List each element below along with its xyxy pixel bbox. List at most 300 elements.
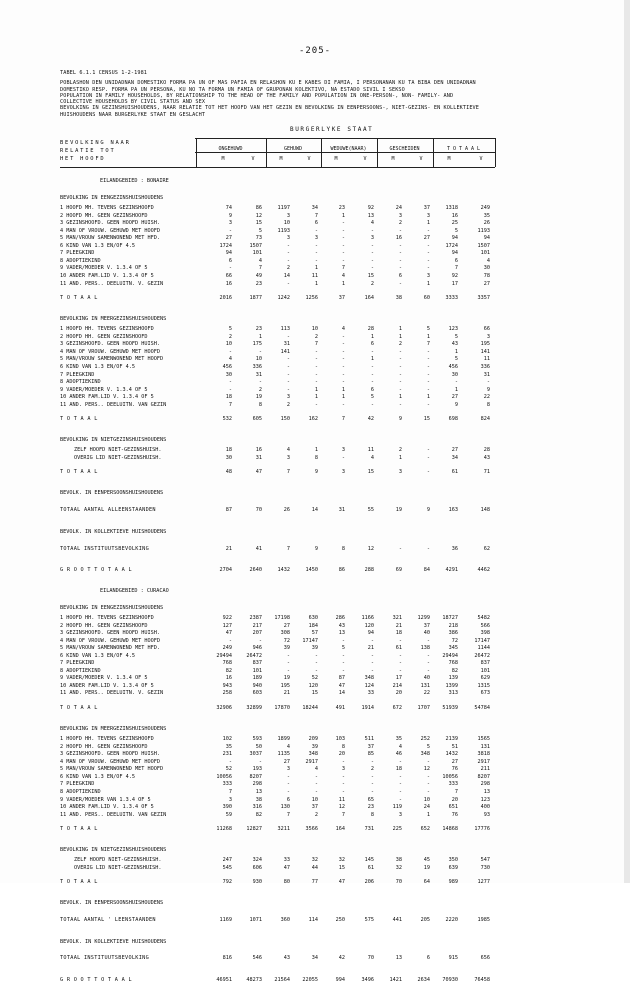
table-cell: 2917 (477, 758, 490, 765)
table-row (60, 243, 500, 251)
table-cell: 3 (341, 766, 345, 773)
row-label: BEVOLK. IN KOLLEKTIEVE HUISHOUDENS (60, 528, 167, 535)
table-cell: 13 (483, 789, 490, 795)
table-cell: 27 (451, 447, 458, 454)
page-edge-shadow (624, 0, 630, 883)
table-row (60, 205, 500, 213)
table-cell: 824 (480, 416, 490, 422)
table-cell: 94 (451, 235, 458, 242)
table-cell: 21 (395, 622, 402, 629)
table-cell: 38 (395, 857, 402, 864)
table-cell: 195 (280, 682, 290, 689)
table-cell: 218 (448, 622, 458, 629)
row-label: 3 GEZINSHOOFD. GEEN HOOFD HUISH. (60, 751, 160, 758)
row-label: 9 VADER/MOEDER V. 1.3.4 OF 5 (60, 386, 148, 393)
table-cell: - (398, 250, 402, 257)
table-row (60, 826, 500, 834)
table-cell: 1 (454, 386, 458, 393)
table-cell: 1 (398, 326, 402, 333)
column-divider (433, 138, 434, 167)
table-cell: 42 (338, 955, 345, 962)
table-cell: 195 (480, 341, 490, 348)
table-cell: 1144 (477, 645, 490, 652)
row-label: 10 ANDER FAM.LID V. 1.3.4 OF 5 (60, 682, 154, 689)
table-cell: - (314, 348, 318, 355)
table-cell: 43 (283, 955, 290, 962)
row-label: 10 ANDER FAM.LID V. 1.3.4 OF 5 (60, 394, 154, 401)
rule-line (60, 167, 495, 168)
table-cell: 1565 (477, 736, 490, 743)
table-row (60, 235, 500, 243)
table-cell: 66 (225, 272, 232, 279)
table-cell: 164 (335, 826, 345, 832)
table-cell: 19 (283, 675, 290, 682)
table-row (60, 455, 500, 463)
table-row (60, 250, 500, 258)
table-cell: 18 (395, 766, 402, 773)
row-label: 6 KIND VAN 1.3 EN/OF 4.5 (60, 363, 135, 370)
row-label: 4 MAN OF VROUW. GEHUWD MET HOOFD (60, 758, 160, 765)
table-cell: 37 (423, 205, 430, 211)
table-cell: 64 (423, 879, 430, 886)
table-cell: 27 (451, 758, 458, 765)
table-cell: 6 (370, 341, 374, 348)
table-cell: 76 (451, 766, 458, 773)
table-cell: - (286, 333, 290, 340)
table-row (60, 857, 500, 865)
table-cell: 605 (252, 416, 262, 422)
table-cell: - (228, 227, 232, 234)
table-cell: 730 (480, 864, 490, 871)
group-title: BURGERLYKE STAAT (290, 126, 374, 133)
table-cell: 308 (280, 630, 290, 636)
table-cell: 37 (367, 743, 374, 750)
table-cell: 71 (483, 469, 490, 476)
table-cell: 7 (286, 545, 290, 552)
table-cell: - (426, 227, 430, 234)
table-cell: 672 (392, 704, 402, 711)
table-cell: - (341, 363, 345, 370)
table-cell: 288 (364, 566, 374, 573)
table-cell: - (398, 227, 402, 234)
table-cell: 4 (286, 447, 290, 454)
table-cell: 47 (283, 864, 290, 871)
table-cell: 101 (480, 667, 490, 674)
table-row (60, 469, 500, 477)
table-cell: - (228, 265, 232, 272)
table-cell: 946 (252, 645, 262, 652)
table-cell: 23 (255, 326, 262, 333)
table-cell: 18244 (302, 704, 318, 711)
table-cell: 61 (451, 469, 458, 476)
table-cell: 390 (222, 804, 232, 811)
row-label: 5 MAN/VROUW SAMENWONEND MET HOOFD (60, 766, 164, 773)
table-cell: 673 (480, 690, 490, 697)
table-cell: - (341, 333, 345, 340)
table-cell: - (286, 386, 290, 393)
table-cell: 101 (252, 250, 262, 257)
table-cell: 39 (311, 645, 318, 652)
table-cell: - (398, 348, 402, 355)
table-cell: 32 (338, 857, 345, 864)
row-label: TOTAAL AANTAL ' LEENSTAANDEN (60, 917, 156, 924)
table-cell: 87 (338, 675, 345, 682)
table-cell: 130 (280, 804, 290, 811)
table-cell: - (314, 781, 318, 788)
table-cell: 1877 (249, 294, 262, 301)
table-cell: 9 (398, 416, 402, 422)
table-cell: 1432 (277, 566, 290, 573)
table-cell: - (426, 371, 430, 378)
table-cell: 547 (480, 857, 490, 864)
table-cell: - (398, 773, 402, 780)
table-cell: 1256 (305, 294, 318, 301)
group-header: ONGEHUWD (218, 146, 243, 152)
table-cell: 1277 (477, 879, 490, 886)
table-cell: 698 (448, 416, 458, 422)
table-cell: 3 (341, 447, 345, 454)
table-row (60, 865, 500, 873)
table-cell: 40 (423, 630, 430, 636)
table-cell: 3 (426, 272, 430, 279)
table-cell: - (370, 227, 374, 234)
table-cell: 8 (258, 401, 262, 408)
table-cell: - (286, 652, 290, 659)
table-cell: - (286, 379, 290, 385)
table-cell: 38 (395, 294, 402, 301)
table-cell: - (258, 758, 262, 765)
table-cell: 42 (367, 416, 374, 422)
table-row (60, 744, 500, 752)
table-cell: 25 (451, 220, 458, 227)
table-cell: 3 (228, 220, 232, 227)
row-label: 8 ADOPTIEKIND (60, 257, 101, 264)
table-cell: 252 (420, 736, 430, 743)
table-cell: 14 (311, 507, 318, 514)
row-label: 7 PLEEGKIND (60, 660, 95, 667)
table-cell: 36 (451, 545, 458, 552)
row-label: 1 HOOFD HH. TEVENS GEZINSHOOFD (60, 326, 154, 333)
row-label: 1 HOOFD HH. TEVENS GEZINSHOOFD (60, 736, 154, 743)
table-row (60, 955, 500, 963)
table-cell: 94 (483, 235, 490, 242)
table-cell: - (341, 356, 345, 363)
table-cell: 55 (367, 507, 374, 514)
table-cell: 249 (480, 205, 490, 211)
table-cell: 37 (338, 294, 345, 301)
table-cell: 18 (225, 394, 232, 401)
table-cell: 18 (395, 630, 402, 636)
left-label-2: RELATIE TOT (60, 148, 116, 154)
table-cell: 2640 (249, 566, 262, 573)
table-cell: 46951 (216, 976, 232, 983)
table-cell: 26472 (246, 652, 262, 659)
table-cell: 922 (222, 614, 232, 621)
table-cell: 398 (480, 630, 490, 636)
table-cell: - (286, 280, 290, 287)
table-cell: 593 (252, 736, 262, 743)
row-label: T O T A A L (60, 826, 98, 832)
table-cell: 989 (448, 879, 458, 886)
table-cell: - (426, 454, 430, 461)
table-cell: - (314, 401, 318, 408)
table-cell: - (286, 773, 290, 780)
table-cell: 532 (222, 416, 232, 422)
table-cell: 5 (341, 645, 345, 652)
table-cell: 184 (308, 622, 318, 629)
table-cell: 3 (286, 454, 290, 461)
table-cell: 175 (252, 341, 262, 348)
sex-header: V (479, 156, 483, 162)
table-cell: 566 (480, 622, 490, 629)
table-cell: 217 (252, 622, 262, 629)
table-cell: - (341, 235, 345, 242)
table-cell: - (314, 242, 318, 249)
table-cell: 11 (338, 796, 345, 803)
table-cell: 629 (480, 675, 490, 682)
table-cell: - (370, 637, 374, 644)
table-cell: 1 (341, 212, 345, 219)
table-cell: - (341, 348, 345, 355)
table-cell: 943 (222, 682, 232, 689)
table-row (60, 675, 500, 683)
table-cell: 31 (338, 507, 345, 514)
table-cell: 150 (280, 416, 290, 422)
table-cell: 17776 (474, 826, 490, 832)
table-cell: 3333 (445, 294, 458, 301)
table-cell: 400 (480, 804, 490, 811)
table-cell: 3818 (477, 751, 490, 758)
row-label: 10 ANDER FAM.LID V. 1.3.4 OF 5 (60, 272, 154, 279)
table-cell: 2 (286, 265, 290, 272)
table-row (60, 567, 500, 575)
table-cell: 10 (283, 220, 290, 227)
row-label: BEVOLKING IN MEERGEZINSHUISHOUDENS (60, 725, 167, 732)
table-cell: 8 (486, 401, 490, 408)
table-cell: 10 (311, 326, 318, 333)
table-cell: 316 (252, 804, 262, 811)
left-label-1: BEVOLKING NAAR (60, 140, 131, 146)
row-label: 1 HOOFD HH. TEVENS GEZINSHOOFD (60, 614, 154, 621)
table-cell: 60 (423, 294, 430, 301)
table-cell: 10 (423, 796, 430, 803)
table-cell: 164 (364, 294, 374, 301)
table-row (60, 356, 500, 364)
table-cell: 12 (367, 545, 374, 552)
table-cell: 630 (308, 614, 318, 621)
table-row (60, 588, 500, 596)
table-cell: 19 (395, 507, 402, 514)
table-cell: 51939 (442, 704, 458, 711)
table-cell: 205 (420, 917, 430, 924)
table-cell: - (398, 363, 402, 370)
table-cell: 19 (255, 394, 262, 401)
table-cell: - (370, 652, 374, 659)
table-cell: 1 (314, 394, 318, 401)
table-cell: 6 (454, 257, 458, 264)
table-cell: 86 (255, 205, 262, 211)
table-cell: 27 (283, 622, 290, 629)
table-cell: 336 (480, 363, 490, 370)
table-cell: 3 (341, 469, 345, 476)
table-cell: 214 (392, 682, 402, 689)
rule-line (195, 152, 495, 153)
table-cell: 82 (451, 667, 458, 674)
table-cell: - (286, 667, 290, 674)
row-label: BEVOLKING IN MEERGEZINSHUISHOUDENS (60, 316, 167, 322)
table-cell: - (341, 371, 345, 378)
row-label: TOTAAL INSTITUUTSBEVOLKING (60, 955, 150, 962)
table-cell: 10 (311, 796, 318, 803)
row-label: BEVOLK. IN EENPERSOONSHUISHOUDENS (60, 900, 164, 907)
table-cell: 94 (225, 250, 232, 257)
table-cell: - (286, 660, 290, 667)
table-row (60, 364, 500, 372)
table-cell: - (398, 781, 402, 788)
table-cell: 324 (252, 857, 262, 864)
row-label: 3 GEZINSHOOFD. GEEN HOOFD HUISH. (60, 220, 160, 227)
table-cell: 17198 (274, 614, 290, 621)
table-cell: - (426, 773, 430, 780)
table-cell: 3496 (361, 976, 374, 983)
table-cell: 10056 (442, 773, 458, 780)
row-label: T O T A A L (60, 294, 98, 301)
table-cell: 14 (338, 690, 345, 697)
table-cell: - (228, 637, 232, 644)
table-cell: 24 (395, 205, 402, 211)
table-cell: 5 (258, 227, 262, 234)
table-cell: 333 (222, 781, 232, 788)
table-cell: - (286, 789, 290, 795)
table-cell: 101 (252, 667, 262, 674)
table-cell: 15 (367, 272, 374, 279)
table-row (60, 847, 500, 855)
table-cell: 92 (367, 205, 374, 211)
row-label: BEVOLK. IN EENPERSOONSHUISHOUDENS (60, 490, 164, 497)
table-row (60, 977, 500, 984)
table-cell: 1 (341, 280, 345, 287)
table-cell: 348 (308, 751, 318, 758)
table-cell: 1197 (277, 205, 290, 211)
table-cell: 32906 (216, 704, 232, 711)
table-cell: - (398, 545, 402, 552)
table-cell: 2 (398, 341, 402, 348)
row-label: 6 KIND VAN 1.3 EN/OF 4.5 (60, 773, 135, 780)
table-cell: 12 (338, 804, 345, 811)
table-cell: 10056 (216, 773, 232, 780)
table-row (60, 759, 500, 767)
row-label: T O T A A L (60, 469, 98, 476)
row-label: G R O O T T O T A A L (60, 566, 132, 573)
table-cell: 32899 (246, 704, 262, 711)
table-cell: 2 (398, 220, 402, 227)
table-cell: 1315 (477, 682, 490, 689)
table-cell: 50 (255, 743, 262, 750)
table-cell: 1071 (249, 917, 262, 924)
table-cell: 80 (283, 879, 290, 886)
table-cell: 915 (448, 955, 458, 962)
table-cell: 10 (225, 341, 232, 348)
table-cell: 65 (367, 796, 374, 803)
table-cell: - (258, 348, 262, 355)
table-cell: 9 (426, 507, 430, 514)
table-cell: - (426, 667, 430, 674)
table-cell: - (426, 781, 430, 788)
table-cell: 350 (448, 857, 458, 864)
table-row (60, 804, 500, 812)
table-cell: 21 (283, 690, 290, 697)
table-cell: 1985 (477, 917, 490, 924)
table-cell: 3 (286, 212, 290, 219)
table-cell: - (426, 401, 430, 408)
table-cell: 94 (367, 630, 374, 636)
table-cell: 1 (426, 280, 430, 287)
table-cell: - (314, 773, 318, 780)
table-cell: - (314, 356, 318, 363)
table-cell: 22 (483, 394, 490, 401)
table-cell: 2016 (219, 294, 232, 301)
header-line: POBLASHON DEN UNIDADNAN DOMESTIKO FORMA PA UN OF MAS PAFIA EN RELASHON KU E KABES DI FAMIA, I PERSONANAN KU TA BIBA DEN UNIDADNAN (60, 80, 476, 87)
table-cell: - (341, 660, 345, 667)
table-cell: 48 (225, 469, 232, 476)
table-cell: - (426, 250, 430, 257)
table-cell: 141 (480, 348, 490, 355)
group-header: GEHUWD (283, 146, 303, 152)
table-cell: 20 (338, 751, 345, 758)
column-divider (321, 138, 322, 167)
table-cell: 313 (448, 690, 458, 697)
table-cell: 247 (222, 857, 232, 864)
table-cell: 70 (255, 507, 262, 514)
table-row (60, 437, 500, 445)
row-label: 11 AND. PERS.. DEELUITN. V. GEZIN (60, 690, 164, 697)
table-cell: 1432 (445, 751, 458, 758)
table-row (60, 387, 500, 395)
table-cell: 731 (364, 826, 374, 832)
table-cell: 5 (228, 326, 232, 333)
table-cell: 3 (398, 469, 402, 476)
table-cell: - (398, 371, 402, 378)
table-cell: 145 (364, 857, 374, 864)
table-cell: 11 (367, 447, 374, 454)
table-cell: - (370, 781, 374, 788)
table-cell: 5 (426, 326, 430, 333)
table-cell: 2 (314, 811, 318, 818)
table-cell: 1193 (277, 227, 290, 234)
table-cell: 1 (454, 348, 458, 355)
table-cell: - (341, 789, 345, 795)
table-cell: 49 (255, 272, 262, 279)
table-cell: 4 (314, 766, 318, 773)
sex-header: V (419, 156, 423, 162)
table-cell: - (370, 250, 374, 257)
table-cell: 1914 (361, 704, 374, 711)
table-cell: 7 (426, 341, 430, 348)
table-cell: 162 (308, 416, 318, 422)
table-cell: 16 (225, 280, 232, 287)
table-cell: 6 (426, 955, 430, 962)
table-cell: 321 (392, 614, 402, 621)
table-cell: 76458 (474, 976, 490, 983)
table-cell: 120 (364, 622, 374, 629)
table-cell: - (370, 401, 374, 408)
table-cell: 656 (480, 955, 490, 962)
table-cell: 119 (392, 804, 402, 811)
table-cell: 1724 (219, 242, 232, 249)
row-label: 10 ANDER FAM.LID V. 1.3.4 OF 5 (60, 804, 154, 811)
table-cell: - (341, 242, 345, 249)
table-cell: 639 (448, 864, 458, 871)
